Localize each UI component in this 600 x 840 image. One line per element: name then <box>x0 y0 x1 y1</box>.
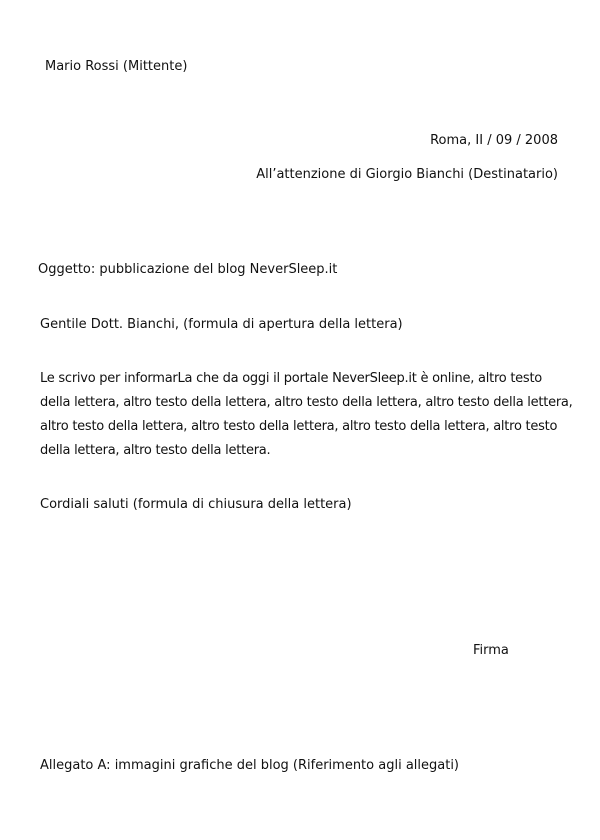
body-line: altro testo della lettera, altro testo della lettera, altro testo della lettera, altro testo <box>40 419 558 434</box>
attachment-line: Allegato A: immagini grafiche del blog (Riferimento agli allegati) <box>40 758 460 773</box>
sender-name: Mario Rossi (Mittente) <box>45 59 188 74</box>
closing-line: Cordiali saluti (formula di chiusura della lettera) <box>40 497 352 512</box>
subject-line: Oggetto: pubblicazione del blog NeverSleep.it <box>38 262 338 277</box>
place-date: Roma, II / 09 / 2008 <box>430 133 558 148</box>
body-line: della lettera, altro testo della lettera. <box>40 443 271 458</box>
body-line: Le scrivo per informarLa che da oggi il portale NeverSleep.it è online, altro testo <box>40 371 543 386</box>
body-line: della lettera, altro testo della lettera, altro testo della lettera, altro testo della lettera, <box>40 395 573 410</box>
signature-label: Firma <box>473 643 509 658</box>
greeting-line: Gentile Dott. Bianchi, (formula di apertura della lettera) <box>40 317 403 332</box>
letter-body <box>40 367 573 463</box>
recipient-line: All’attenzione di Giorgio Bianchi (Destinatario) <box>256 167 558 182</box>
